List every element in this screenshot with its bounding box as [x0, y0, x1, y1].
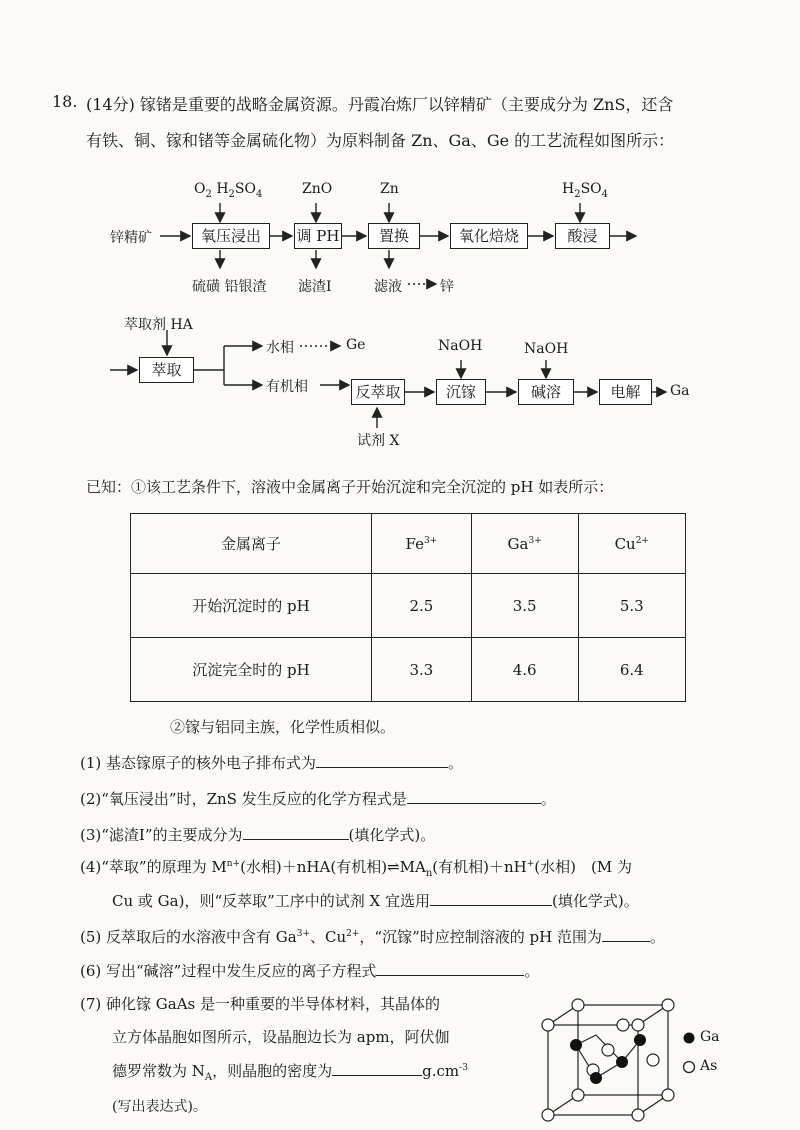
- answer-blank-6[interactable]: [376, 960, 524, 976]
- reagent-naoh-2: NaOH: [524, 341, 569, 357]
- reagent-h2so4: $H_2SO_4$: [562, 181, 609, 200]
- table-row: [131, 638, 686, 702]
- table-cell: 3.5: [471, 574, 578, 638]
- step-replace: 置换: [368, 223, 420, 249]
- known-intro: 已知：①该工艺条件下，溶液中金属离子开始沉淀和完全沉淀的 pH 如表所示：: [86, 478, 614, 496]
- reagent-zno: ZnO: [302, 181, 333, 197]
- table-row: [131, 574, 686, 638]
- question-6: (6) 写出“碱溶”过程中发生反应的离子方程式 。: [80, 962, 540, 980]
- table-header-cell: 金属离子: [131, 514, 372, 574]
- step-back-extraction: 反萃取: [351, 379, 405, 405]
- table-cell: 沉淀完全时的 pH: [131, 638, 372, 702]
- label-water-phase: 水相: [266, 340, 294, 356]
- answer-blank-3[interactable]: [243, 824, 349, 840]
- answer-blank-4[interactable]: [430, 890, 552, 906]
- table-header-cell: $Ga^{3+}$: [471, 514, 578, 574]
- question-7-line-2: 立方体晶胞如图所示，设晶胞边长为 apm，阿伏伽: [112, 1028, 450, 1046]
- table-cell: 开始沉淀时的 pH: [131, 574, 372, 638]
- input-zinc-concentrate: 锌精矿: [110, 230, 152, 246]
- reagent-x: 试剂 X: [357, 433, 400, 449]
- question-3: (3)“滤渣Ⅰ”的主要成分为 (填化学式)。: [80, 826, 436, 844]
- product-ga: Ga: [670, 383, 690, 399]
- step-adjust-ph: 调 PH: [294, 223, 342, 249]
- question-7-line-1: (7) 砷化镓 GaAs 是一种重要的半导体材料，其晶体的: [80, 995, 441, 1013]
- answer-blank-7[interactable]: [332, 1060, 422, 1076]
- answer-blank-2[interactable]: [407, 788, 541, 804]
- ph-table: [130, 513, 686, 702]
- question-number: 18.: [52, 92, 78, 111]
- answer-blank-5[interactable]: [602, 926, 650, 942]
- product-ge: Ge: [346, 337, 366, 353]
- step-precipitate-ga: 沉镓: [436, 379, 486, 405]
- table-cell: 6.4: [578, 638, 685, 702]
- reagent-naoh-1: NaOH: [438, 338, 483, 354]
- reagent-o2-h2so4: $O_2$ $H_2SO_4$: [194, 181, 263, 200]
- question-1: (1) 基态镓原子的核外电子排布式为 。: [80, 754, 464, 772]
- step-oxidation-roast: 氧化焙烧: [450, 223, 528, 249]
- question-2: (2)“氧压浸出”时，ZnS 发生反应的化学方程式是 。: [80, 790, 556, 808]
- step-acid-leach: 酸浸: [555, 223, 610, 249]
- table-header-cell: $Fe^{3+}$: [372, 514, 472, 574]
- known-note-2: ②镓与铝同主族，化学性质相似。: [170, 718, 396, 736]
- product-filtrate: 滤液: [374, 279, 402, 295]
- reagent-extractant-ha: 萃取剂 HA: [124, 317, 193, 333]
- step-oxygen-pressure-leach: 氧压浸出: [192, 223, 270, 249]
- question-line-2: 有铁、铜、镓和锗等金属硫化物）为原料制备 Zn、Ga、Ge 的工艺流程如图所示：: [86, 131, 675, 150]
- table-cell: 3.3: [372, 638, 472, 702]
- label-organic-phase: 有机相: [266, 379, 308, 395]
- question-7-line-3: 德罗常数为 $N_A$，则晶胞的密度为 $g.cm^{-3}$: [112, 1062, 468, 1083]
- question-4-line-1: (4)“萃取”的原理为 $M^{n+}$(水相)＋nHA(有机相)$\rightleftharpoons MA_n$(有机相)＋nH+(水相) (M 为: [80, 858, 632, 879]
- product-zinc: 锌: [440, 279, 454, 295]
- table-cell: 2.5: [372, 574, 472, 638]
- step-alkali-dissolve: 碱溶: [518, 379, 574, 405]
- question-line-1: (14分) 镓锗是重要的战略金属资源。丹霞冶炼厂以锌精矿（主要成分为 ZnS，还含: [86, 95, 674, 114]
- step-extraction: 萃取: [139, 357, 194, 383]
- legend-as: As: [700, 1058, 718, 1074]
- question-4-line-2: Cu 或 Ga)，则“反萃取”工序中的试剂 X 宜选用 (填化学式)。: [112, 892, 639, 910]
- question-5: (5) 反萃取后的水溶液中含有 $Ga^{3+}$、$Cu^{2+}$，“沉镓”时应控制溶液的 pH 范围为 。: [80, 928, 665, 946]
- product-residue-1: 滤渣Ⅰ: [298, 279, 332, 295]
- reagent-zn: Zn: [380, 181, 399, 197]
- table-header-row: [131, 514, 686, 574]
- table-cell: 4.6: [471, 638, 578, 702]
- product-sulfur-lead-silver: 硫磺 铅银渣: [192, 279, 267, 295]
- step-electrolysis: 电解: [599, 379, 652, 405]
- table-cell: 5.3: [578, 574, 685, 638]
- question-7-line-4: (写出表达式)。: [112, 1099, 207, 1115]
- answer-blank-1[interactable]: [316, 752, 448, 768]
- legend-ga: Ga: [700, 1029, 720, 1045]
- table-header-cell: $Cu^{2+}$: [578, 514, 685, 574]
